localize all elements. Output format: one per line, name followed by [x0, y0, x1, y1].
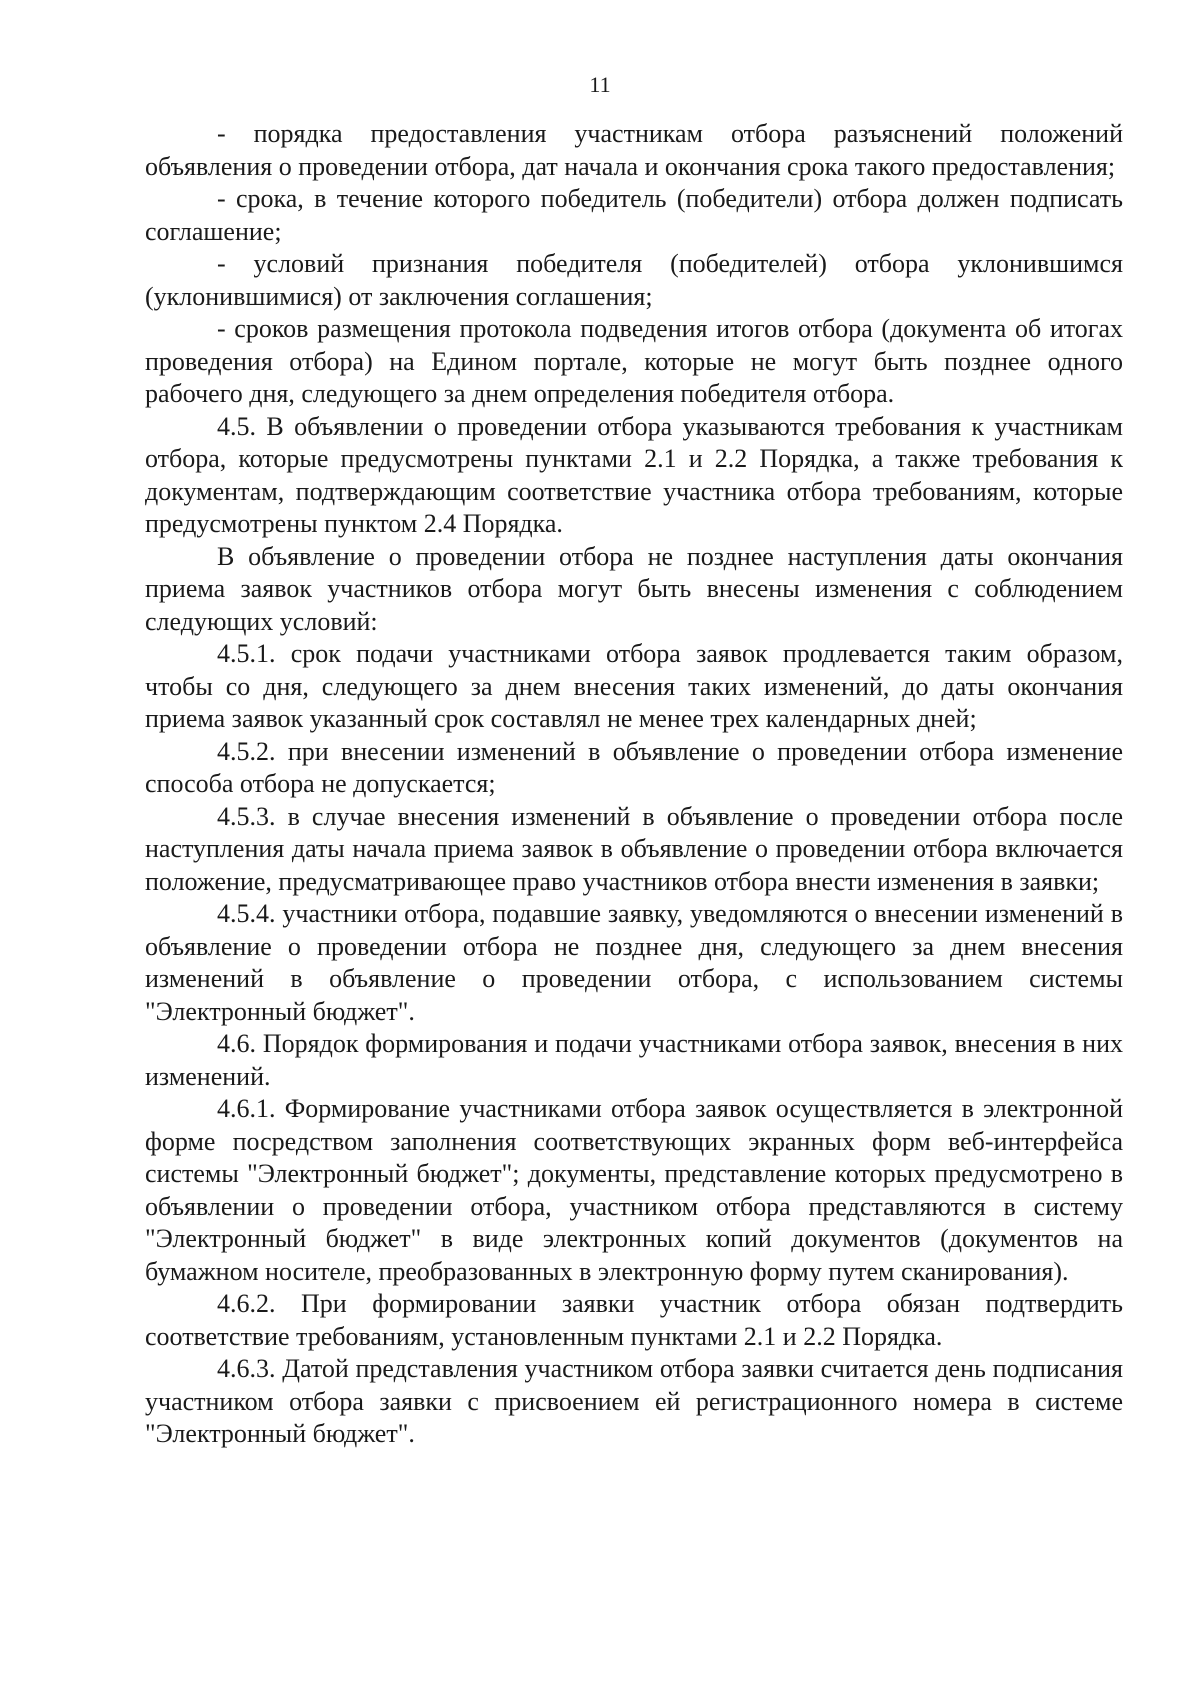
paragraph-clarification-procedure: - порядка предоставления участникам отбора разъяснений положений объявления о проведении отбора, дат начала и окончания срока такого предоставления;: [145, 119, 1123, 181]
paragraph-4-6-1: 4.6.1. Формирование участниками отбора заявок осуществляется в электронной форме посредством заполнения соответствующих экранных форм веб-интерфейса системы "Электронный бюджет"; документы, представление которых предусмотрено в объявлении о проведении отбора, участником отбора представляются в систему "Электронный бюджет" в виде электронных копий документов (документов на бумажном носителе, преобразованных в электронную форму путем сканирования).: [145, 1094, 1123, 1286]
paragraph-evasion-conditions: - условий признания победителя (победителей) отбора уклонившимся (уклонившимися) от заключения соглашения;: [145, 249, 1123, 311]
paragraph-4-5: 4.5. В объявлении о проведении отбора указываются требования к участникам отбора, которые предусмотрены пунктами 2.1 и 2.2 Порядка, а также требования к документам, подтверждающим соответствие участника отбора требованиям, которые предусмотрены пунктом 2.4 Порядка.: [145, 411, 1123, 538]
paragraph-4-5-1: 4.5.1. срок подачи участниками отбора заявок продлевается таким образом, чтобы со дня, следующего за днем внесения таких изменений, до даты окончания приема заявок указанный срок составлял не менее трех календарных дней;: [145, 639, 1123, 733]
paragraph-amendment-conditions: В объявление о проведении отбора не позднее наступления даты окончания приема заявок участников отбора могут быть внесены изменения с соблюдением следующих условий:: [145, 541, 1123, 636]
paragraph-4-6-2: 4.6.2. При формировании заявки участник отбора обязан подтвердить соответствие требованиям, установленным пунктами 2.1 и 2.2 Порядка.: [145, 1289, 1123, 1351]
page-number: 11: [589, 72, 611, 97]
paragraph-4-5-2: 4.5.2. при внесении изменений в объявление о проведении отбора изменение способа отбора не допускается;: [145, 736, 1123, 798]
paragraph-signing-term: - срока, в течение которого победитель (победители) отбора должен подписать соглашение;: [145, 184, 1123, 246]
document-body: [145, 118, 1123, 1451]
paragraph-4-5-4: 4.5.4. участники отбора, подавшие заявку, уведомляются о внесении изменений в объявление о проведении отбора не позднее дня, следующего за днем внесения изменений в объявление о проведении отбора, с использованием системы "Электронный бюджет".: [145, 899, 1123, 1026]
paragraph-protocol-terms: - сроков размещения протокола подведения итогов отбора (документа об итогах проведения отбора) на Едином портале, которые не могут быть позднее одного рабочего дня, следующего за днем определения победителя отбора.: [145, 314, 1123, 408]
paragraph-4-6-3: 4.6.3. Датой представления участником отбора заявки считается день подписания участником отбора заявки с присвоением ей регистрационного номера в системе "Электронный бюджет".: [145, 1354, 1123, 1448]
paragraph-4-6: 4.6. Порядок формирования и подачи участниками отбора заявок, внесения в них изменений.: [145, 1029, 1123, 1091]
paragraph-4-5-3: 4.5.3. в случае внесения изменений в объявление о проведении отбора после наступления даты начала приема заявок в объявление о проведении отбора включается положение, предусматривающее право участников отбора внести изменения в заявки;: [145, 801, 1123, 896]
